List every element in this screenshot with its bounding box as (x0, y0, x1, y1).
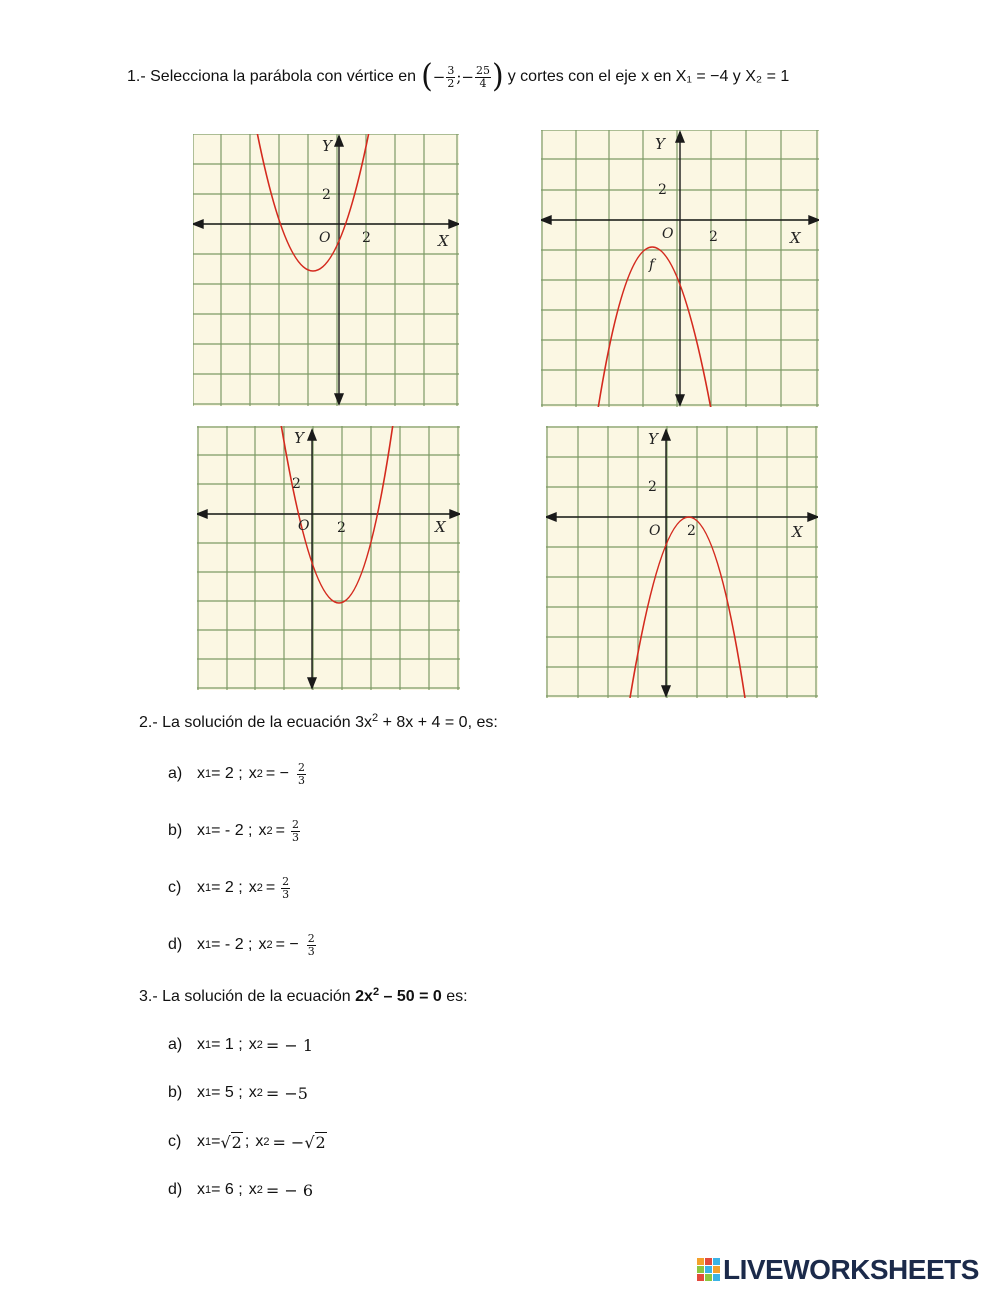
question-2-text-post: + 8x + 4 = 0, es: (378, 714, 498, 731)
question-2-option-a[interactable]: a) x 1 = 2 ; x 2 = − $\frac{2}{3}$ (168, 760, 305, 787)
graph-option-b[interactable] (541, 130, 819, 407)
fraction: $\frac{2}{3}$ (307, 931, 315, 958)
open-paren: ( (421, 58, 433, 95)
x-tick-2: 2 (709, 229, 718, 245)
question-3 (139, 986, 468, 1006)
question-3-option-a[interactable]: a) x 1 = 1 ; x 2 = − 1 (168, 1035, 313, 1055)
origin-label: O (298, 518, 310, 534)
origin-label: O (649, 523, 661, 539)
close-paren: ) (492, 58, 504, 95)
question-2-option-c[interactable]: c) x 1 = 2 ; x 2 = $\frac{2}{3}$ (168, 874, 290, 901)
graph-option-c[interactable] (197, 426, 460, 690)
question-2-exponent: 2 (372, 712, 379, 724)
x-tick-2: 2 (687, 523, 696, 539)
graph-option-d[interactable] (546, 426, 818, 698)
liveworksheets-logo (697, 1254, 979, 1286)
y-tick-2: 2 (292, 476, 301, 492)
vertex-y-sign: − (461, 68, 474, 86)
question-1 (127, 60, 789, 94)
x-tick-2: 2 (337, 520, 346, 536)
question-2-option-d[interactable]: d) x 1 = - 2 ; x 2 = − $\frac{2}{3}$ (168, 931, 315, 958)
question-2-option-b[interactable]: b) x 1 = - 2 ; x 2 = $\frac{2}{3}$ (168, 817, 299, 844)
vertex-y-fraction: $\frac{25}{4}$ (476, 63, 490, 90)
x-axis-label: X (790, 229, 801, 247)
question-3-equation: $2x^2 - 50 = 0$ (355, 986, 442, 1005)
question-3-text-post: es: (441, 988, 468, 1005)
origin-label: O (662, 226, 674, 242)
y-tick-2: 2 (658, 182, 667, 198)
graph-option-a[interactable] (193, 134, 459, 406)
question-3-option-d[interactable]: d) x 1 = 6 ; x 2 = − 6 (168, 1180, 313, 1200)
square-root: √2 (304, 1132, 326, 1152)
y-tick-2: 2 (322, 187, 331, 203)
logo-blocks-icon (697, 1258, 721, 1282)
question-3-text-pre: 3.- La solución de la ecuación (139, 988, 356, 1005)
y-axis-label: Y (294, 429, 304, 447)
x-axis-label: X (435, 518, 446, 536)
fraction: $\frac{2}{3}$ (282, 874, 290, 901)
logo-text: LIVEWORKSHEETS (723, 1254, 979, 1285)
question-2-text-pre: 2.- La solución de la ecuación 3x (139, 714, 373, 731)
fraction: $\frac{2}{3}$ (297, 760, 305, 787)
question-3-option-b[interactable]: b) x 1 = 5 ; x 2 = −5 (168, 1083, 308, 1103)
function-label: f (649, 257, 655, 273)
vertex-separator: ; (456, 68, 462, 86)
vertex-x-fraction: $\frac{3}{2}$ (447, 63, 455, 90)
x-axis-label: X (792, 523, 803, 541)
vertex-x-sign: − (432, 68, 446, 86)
question-2 (139, 712, 498, 732)
fraction: $\frac{2}{3}$ (291, 817, 299, 844)
y-axis-label: Y (655, 135, 665, 153)
x-tick-2: 2 (362, 230, 371, 246)
question-1-prefix: 1.- Selecciona la parábola con vértice en (127, 68, 417, 85)
x-axis-label: X (438, 232, 449, 250)
y-axis-label: Y (322, 137, 332, 155)
question-3-option-c[interactable]: c) x 1 = √2 ; x 2 = − √2 (168, 1132, 326, 1152)
square-root: √2 (220, 1132, 242, 1152)
question-1-suffix: y cortes con el eje x en X₁ = −4 y X₂ = 1 (507, 68, 790, 85)
origin-label: O (319, 230, 331, 246)
y-tick-2: 2 (648, 479, 657, 495)
y-axis-label: Y (648, 430, 658, 448)
